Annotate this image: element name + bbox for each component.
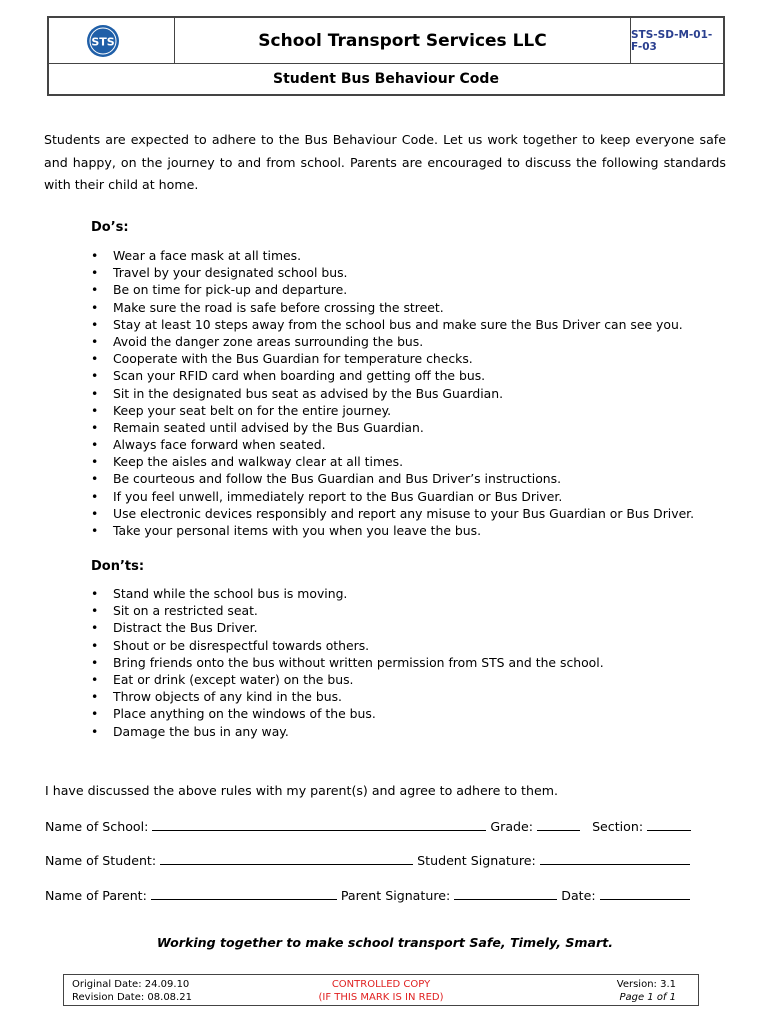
logo-cell xyxy=(49,18,175,63)
list-item: • Stand while the school bus is moving. xyxy=(91,585,604,602)
agreement-statement: I have discussed the above rules with my parent(s) and agree to adhere to them. xyxy=(45,783,558,798)
list-item: • Distract the Bus Driver. xyxy=(91,619,604,636)
dos-list xyxy=(91,247,694,539)
donts-heading: Don’ts: xyxy=(91,559,145,574)
footer-version xyxy=(617,978,676,1004)
list-item: • Remain seated until advised by the Bus Guardian. xyxy=(91,419,694,436)
list-item: • Stay at least 10 steps away from the school bus and make sure the Bus Driver can see you. xyxy=(91,316,694,333)
list-item: • Be courteous and follow the Bus Guardian and Bus Driver’s instructions. xyxy=(91,470,694,487)
document-footer xyxy=(63,974,699,1006)
student-signature-line[interactable] xyxy=(540,851,690,865)
header-top-row xyxy=(49,18,723,64)
controlled-copy-line1: CONTROLLED COPY xyxy=(331,979,431,990)
slogan: Working together to make school transport Safe, Timely, Smart. xyxy=(156,935,614,950)
student-signature-label: Student Signature: xyxy=(417,853,536,868)
list-item: • Wear a face mask at all times. xyxy=(91,247,694,264)
list-item: • Keep the aisles and walkway clear at all times. xyxy=(91,453,694,470)
donts-list xyxy=(91,585,604,740)
school-field-row xyxy=(45,817,691,834)
list-item: • Throw objects of any kind in the bus. xyxy=(91,688,604,705)
parent-signature-label: Parent Signature: xyxy=(340,888,451,903)
list-item: • Take your personal items with you when you leave the bus. xyxy=(91,522,694,539)
list-item: • Sit in the designated bus seat as advised by the Bus Guardian. xyxy=(91,385,694,402)
list-item: • Cooperate with the Bus Guardian for temperature checks. xyxy=(91,350,694,367)
grade-input-line[interactable] xyxy=(537,817,580,831)
document-title: Student Bus Behaviour Code xyxy=(273,71,499,87)
date-input-line[interactable] xyxy=(600,886,690,900)
sts-logo xyxy=(86,24,120,58)
controlled-copy-mark xyxy=(64,978,698,1004)
list-item: • Shout or be disrespectful towards others. xyxy=(91,637,604,654)
grade-label: Grade: xyxy=(490,819,534,834)
revision-date: Revision Date: 08.08.21 xyxy=(72,992,192,1003)
version: Version: 3.1 xyxy=(616,979,676,990)
section-input-line[interactable] xyxy=(647,817,691,831)
parent-signature-line[interactable] xyxy=(454,886,557,900)
list-item: • Make sure the road is safe before crossing the street. xyxy=(91,299,694,316)
school-input-line[interactable] xyxy=(152,817,486,831)
dos-heading: Do’s: xyxy=(91,220,129,235)
parent-input-line[interactable] xyxy=(151,886,337,900)
page-number: Page 1 of 1 xyxy=(619,992,676,1003)
student-input-line[interactable] xyxy=(160,851,413,865)
student-field-row xyxy=(45,851,690,868)
list-item: • If you feel unwell, immediately report to the Bus Guardian or Bus Driver. xyxy=(91,488,694,505)
list-item: • Always face forward when seated. xyxy=(91,436,694,453)
parent-field-row xyxy=(45,886,690,903)
list-item: • Travel by your designated school bus. xyxy=(91,264,694,281)
school-label: Name of School: xyxy=(45,819,149,834)
logo-text: STS xyxy=(91,35,115,49)
intro-paragraph: Students are expected to adhere to the Bus Behaviour Code. Let us work together to keep everyone safe and happy, on the journey to and from school. Parents are encouraged to discuss the following standards with their child at home. xyxy=(44,132,726,192)
list-item: • Eat or drink (except water) on the bus. xyxy=(91,671,604,688)
list-item: • Use electronic devices responsibly and report any misuse to your Bus Guardian or Bus Driver. xyxy=(91,505,694,522)
student-label: Name of Student: xyxy=(45,853,157,868)
parent-label: Name of Parent: xyxy=(45,888,147,903)
section-label: Section: xyxy=(592,819,644,834)
date-label: Date: xyxy=(561,888,596,903)
company-name: School Transport Services LLC xyxy=(175,18,631,63)
controlled-copy-line2: (IF THIS MARK IS IN RED) xyxy=(318,992,444,1003)
list-item: • Scan your RFID card when boarding and getting off the bus. xyxy=(91,367,694,384)
original-date: Original Date: 24.09.10 xyxy=(72,979,190,990)
list-item: • Place anything on the windows of the bus. xyxy=(91,705,604,722)
list-item: • Avoid the danger zone areas surrounding the bus. xyxy=(91,333,694,350)
document-code: STS-SD-M-01-F-03 xyxy=(631,28,713,53)
list-item: • Damage the bus in any way. xyxy=(91,723,604,740)
list-item: • Be on time for pick-up and departure. xyxy=(91,281,694,298)
document-header xyxy=(47,16,725,96)
list-item: • Sit on a restricted seat. xyxy=(91,602,604,619)
list-item: • Keep your seat belt on for the entire journey. xyxy=(91,402,694,419)
list-item: • Bring friends onto the bus without written permission from STS and the school. xyxy=(91,654,604,671)
